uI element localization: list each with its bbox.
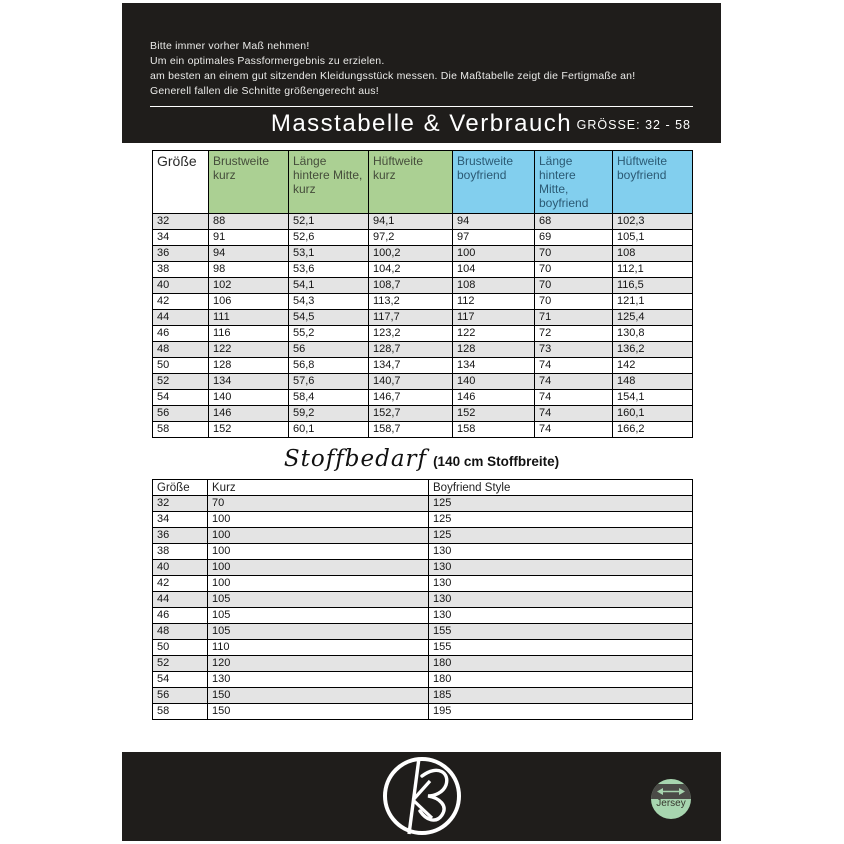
table-cell: 105 bbox=[208, 608, 429, 624]
table-cell: 50 bbox=[153, 640, 208, 656]
table-row bbox=[153, 672, 693, 688]
table-cell: 58 bbox=[153, 704, 208, 720]
table-cell: 46 bbox=[153, 326, 209, 342]
horizontal-stretch-arrow-icon bbox=[657, 787, 685, 796]
table-cell: 105 bbox=[208, 624, 429, 640]
table-cell: 34 bbox=[153, 512, 208, 528]
table-cell: 155 bbox=[429, 624, 693, 640]
table-cell: 50 bbox=[153, 358, 209, 374]
jersey-label: Jersey bbox=[656, 798, 686, 809]
table-cell: 94 bbox=[209, 246, 289, 262]
table-row bbox=[153, 528, 693, 544]
table-row bbox=[153, 422, 693, 438]
column-header-brustweite-kurz: Brustweite kurz bbox=[209, 151, 289, 214]
table-cell: 56 bbox=[153, 406, 209, 422]
size-range-label: GRÖSSE: 32 - 58 bbox=[576, 118, 691, 132]
table-cell: 56,8 bbox=[289, 358, 369, 374]
table-cell: 130,8 bbox=[613, 326, 693, 342]
table-cell: 58,4 bbox=[289, 390, 369, 406]
fabric-table-header-row bbox=[153, 480, 693, 496]
table-cell: 148 bbox=[613, 374, 693, 390]
table-row bbox=[153, 704, 693, 720]
table-cell: 54,3 bbox=[289, 294, 369, 310]
table-cell: 150 bbox=[208, 704, 429, 720]
fabric-table bbox=[152, 479, 693, 720]
table-cell: 128 bbox=[453, 342, 535, 358]
table-cell: 146 bbox=[209, 406, 289, 422]
table-cell: 40 bbox=[153, 560, 208, 576]
table-cell: 46 bbox=[153, 608, 208, 624]
table-cell: 120 bbox=[208, 656, 429, 672]
table-cell: 55,2 bbox=[289, 326, 369, 342]
table-cell: 166,2 bbox=[613, 422, 693, 438]
table-cell: 108 bbox=[613, 246, 693, 262]
table-cell: 134,7 bbox=[369, 358, 453, 374]
table-cell: 122 bbox=[453, 326, 535, 342]
intro-line: am besten an einem gut sitzenden Kleidungsstück messen. Die Maßtabelle zeigt die Fertigmaße an! bbox=[150, 70, 636, 82]
table-cell: 70 bbox=[535, 278, 613, 294]
table-cell: 130 bbox=[429, 560, 693, 576]
table-cell: 180 bbox=[429, 656, 693, 672]
table-cell: 100 bbox=[208, 560, 429, 576]
table-row bbox=[153, 246, 693, 262]
table-row bbox=[153, 342, 693, 358]
table-cell: 125 bbox=[429, 512, 693, 528]
top-bar bbox=[122, 3, 721, 143]
table-cell: 122 bbox=[209, 342, 289, 358]
measurement-table-header-row bbox=[153, 151, 693, 214]
table-cell: 38 bbox=[153, 262, 209, 278]
table-cell: 121,1 bbox=[613, 294, 693, 310]
table-cell: 108,7 bbox=[369, 278, 453, 294]
table-cell: 52 bbox=[153, 374, 209, 390]
table-cell: 100 bbox=[208, 544, 429, 560]
table-cell: 70 bbox=[535, 294, 613, 310]
table-cell: 104 bbox=[453, 262, 535, 278]
column-header-boyfriend-style: Boyfriend Style bbox=[429, 480, 693, 496]
fabric-section-heading bbox=[122, 444, 721, 474]
table-cell: 158,7 bbox=[369, 422, 453, 438]
table-cell: 70 bbox=[208, 496, 429, 512]
table-cell: 74 bbox=[535, 406, 613, 422]
fabric-heading-suffix: (140 cm Stoffbreite) bbox=[433, 454, 560, 469]
table-cell: 140 bbox=[209, 390, 289, 406]
table-cell: 180 bbox=[429, 672, 693, 688]
table-cell: 106 bbox=[209, 294, 289, 310]
table-cell: 155 bbox=[429, 640, 693, 656]
table-cell: 74 bbox=[535, 422, 613, 438]
table-cell: 54,1 bbox=[289, 278, 369, 294]
intro-line: Bitte immer vorher Maß nehmen! bbox=[150, 40, 310, 52]
table-row bbox=[153, 688, 693, 704]
table-row bbox=[153, 592, 693, 608]
column-header-groesse: Größe bbox=[153, 151, 209, 214]
jersey-stretch-band bbox=[651, 784, 691, 799]
table-cell: 58 bbox=[153, 422, 209, 438]
table-row bbox=[153, 262, 693, 278]
table-row bbox=[153, 214, 693, 230]
table-cell: 54 bbox=[153, 390, 209, 406]
table-cell: 100 bbox=[208, 576, 429, 592]
table-cell: 108 bbox=[453, 278, 535, 294]
table-row bbox=[153, 374, 693, 390]
table-cell: 42 bbox=[153, 576, 208, 592]
table-cell: 52,6 bbox=[289, 230, 369, 246]
intro-text bbox=[150, 39, 693, 99]
table-cell: 100 bbox=[208, 512, 429, 528]
table-cell: 48 bbox=[153, 624, 208, 640]
table-row bbox=[153, 656, 693, 672]
table-cell: 110 bbox=[208, 640, 429, 656]
table-cell: 116 bbox=[209, 326, 289, 342]
table-cell: 56 bbox=[289, 342, 369, 358]
table-cell: 125 bbox=[429, 496, 693, 512]
column-header-hueftweite-kurz: Hüftweite kurz bbox=[369, 151, 453, 214]
table-cell: 102 bbox=[209, 278, 289, 294]
measurement-table bbox=[152, 150, 693, 438]
table-cell: 104,2 bbox=[369, 262, 453, 278]
table-cell: 185 bbox=[429, 688, 693, 704]
table-cell: 68 bbox=[535, 214, 613, 230]
table-row bbox=[153, 406, 693, 422]
table-row bbox=[153, 294, 693, 310]
table-cell: 134 bbox=[209, 374, 289, 390]
table-row bbox=[153, 496, 693, 512]
table-cell: 146 bbox=[453, 390, 535, 406]
kb-monogram-logo-icon bbox=[380, 754, 464, 838]
page-title: Masstabelle & Verbrauch bbox=[270, 110, 573, 137]
table-cell: 160,1 bbox=[613, 406, 693, 422]
table-cell: 117,7 bbox=[369, 310, 453, 326]
jersey-badge bbox=[651, 779, 691, 819]
table-cell: 125 bbox=[429, 528, 693, 544]
table-cell: 158 bbox=[453, 422, 535, 438]
table-cell: 100 bbox=[453, 246, 535, 262]
table-cell: 40 bbox=[153, 278, 209, 294]
table-cell: 73 bbox=[535, 342, 613, 358]
table-cell: 105,1 bbox=[613, 230, 693, 246]
table-cell: 100,2 bbox=[369, 246, 453, 262]
table-cell: 130 bbox=[429, 592, 693, 608]
column-header-hueftweite-boyfriend: Hüftweite boyfriend bbox=[613, 151, 693, 214]
table-cell: 116,5 bbox=[613, 278, 693, 294]
table-cell: 91 bbox=[209, 230, 289, 246]
table-row bbox=[153, 544, 693, 560]
table-cell: 112 bbox=[453, 294, 535, 310]
table-cell: 94,1 bbox=[369, 214, 453, 230]
table-cell: 150 bbox=[208, 688, 429, 704]
table-cell: 123,2 bbox=[369, 326, 453, 342]
column-header-laenge-boyfriend: Länge hintere Mitte, boyfriend bbox=[535, 151, 613, 214]
table-cell: 130 bbox=[208, 672, 429, 688]
table-row bbox=[153, 390, 693, 406]
table-cell: 74 bbox=[535, 374, 613, 390]
table-cell: 53,6 bbox=[289, 262, 369, 278]
table-cell: 130 bbox=[429, 544, 693, 560]
intro-line: Um ein optimales Passformergebnis zu erzielen. bbox=[150, 55, 385, 67]
table-cell: 54,5 bbox=[289, 310, 369, 326]
page bbox=[122, 3, 721, 841]
table-cell: 59,2 bbox=[289, 406, 369, 422]
table-row bbox=[153, 512, 693, 528]
table-cell: 74 bbox=[535, 358, 613, 374]
table-row bbox=[153, 640, 693, 656]
table-cell: 130 bbox=[429, 608, 693, 624]
table-cell: 69 bbox=[535, 230, 613, 246]
table-row bbox=[153, 326, 693, 342]
table-cell: 117 bbox=[453, 310, 535, 326]
table-cell: 32 bbox=[153, 214, 209, 230]
table-cell: 34 bbox=[153, 230, 209, 246]
column-header-brustweite-boyfriend: Brustweite boyfriend bbox=[453, 151, 535, 214]
table-cell: 125,4 bbox=[613, 310, 693, 326]
table-cell: 70 bbox=[535, 262, 613, 278]
table-row bbox=[153, 278, 693, 294]
table-cell: 52,1 bbox=[289, 214, 369, 230]
table-cell: 54 bbox=[153, 672, 208, 688]
table-row bbox=[153, 576, 693, 592]
table-cell: 130 bbox=[429, 576, 693, 592]
table-cell: 134 bbox=[453, 358, 535, 374]
table-cell: 32 bbox=[153, 496, 208, 512]
table-cell: 74 bbox=[535, 390, 613, 406]
table-cell: 140,7 bbox=[369, 374, 453, 390]
column-header-groesse: Größe bbox=[153, 480, 208, 496]
table-cell: 88 bbox=[209, 214, 289, 230]
table-cell: 152,7 bbox=[369, 406, 453, 422]
table-cell: 97,2 bbox=[369, 230, 453, 246]
table-row bbox=[153, 310, 693, 326]
table-cell: 112,1 bbox=[613, 262, 693, 278]
table-cell: 42 bbox=[153, 294, 209, 310]
table-cell: 152 bbox=[209, 422, 289, 438]
table-cell: 128,7 bbox=[369, 342, 453, 358]
table-cell: 102,3 bbox=[613, 214, 693, 230]
fabric-heading-script: Stoffbedarf bbox=[283, 446, 428, 472]
column-header-kurz: Kurz bbox=[208, 480, 429, 496]
table-cell: 152 bbox=[453, 406, 535, 422]
table-cell: 94 bbox=[453, 214, 535, 230]
table-row bbox=[153, 608, 693, 624]
table-cell: 100 bbox=[208, 528, 429, 544]
table-row bbox=[153, 358, 693, 374]
title-row bbox=[150, 107, 693, 141]
table-cell: 97 bbox=[453, 230, 535, 246]
table-cell: 48 bbox=[153, 342, 209, 358]
table-cell: 113,2 bbox=[369, 294, 453, 310]
table-cell: 154,1 bbox=[613, 390, 693, 406]
table-cell: 98 bbox=[209, 262, 289, 278]
table-cell: 111 bbox=[209, 310, 289, 326]
intro-line: Generell fallen die Schnitte größengerecht aus! bbox=[150, 85, 379, 97]
table-cell: 53,1 bbox=[289, 246, 369, 262]
table-cell: 44 bbox=[153, 592, 208, 608]
table-cell: 38 bbox=[153, 544, 208, 560]
table-cell: 136,2 bbox=[613, 342, 693, 358]
table-cell: 56 bbox=[153, 688, 208, 704]
table-row bbox=[153, 230, 693, 246]
table-cell: 44 bbox=[153, 310, 209, 326]
column-header-laenge-kurz: Länge hintere Mitte, kurz bbox=[289, 151, 369, 214]
table-row bbox=[153, 560, 693, 576]
table-cell: 146,7 bbox=[369, 390, 453, 406]
table-row bbox=[153, 624, 693, 640]
table-cell: 105 bbox=[208, 592, 429, 608]
table-cell: 142 bbox=[613, 358, 693, 374]
table-cell: 70 bbox=[535, 246, 613, 262]
table-cell: 36 bbox=[153, 246, 209, 262]
table-cell: 36 bbox=[153, 528, 208, 544]
table-cell: 52 bbox=[153, 656, 208, 672]
table-cell: 72 bbox=[535, 326, 613, 342]
table-cell: 60,1 bbox=[289, 422, 369, 438]
table-cell: 71 bbox=[535, 310, 613, 326]
bottom-bar bbox=[122, 752, 721, 841]
table-cell: 140 bbox=[453, 374, 535, 390]
table-cell: 195 bbox=[429, 704, 693, 720]
table-cell: 57,6 bbox=[289, 374, 369, 390]
table-cell: 128 bbox=[209, 358, 289, 374]
